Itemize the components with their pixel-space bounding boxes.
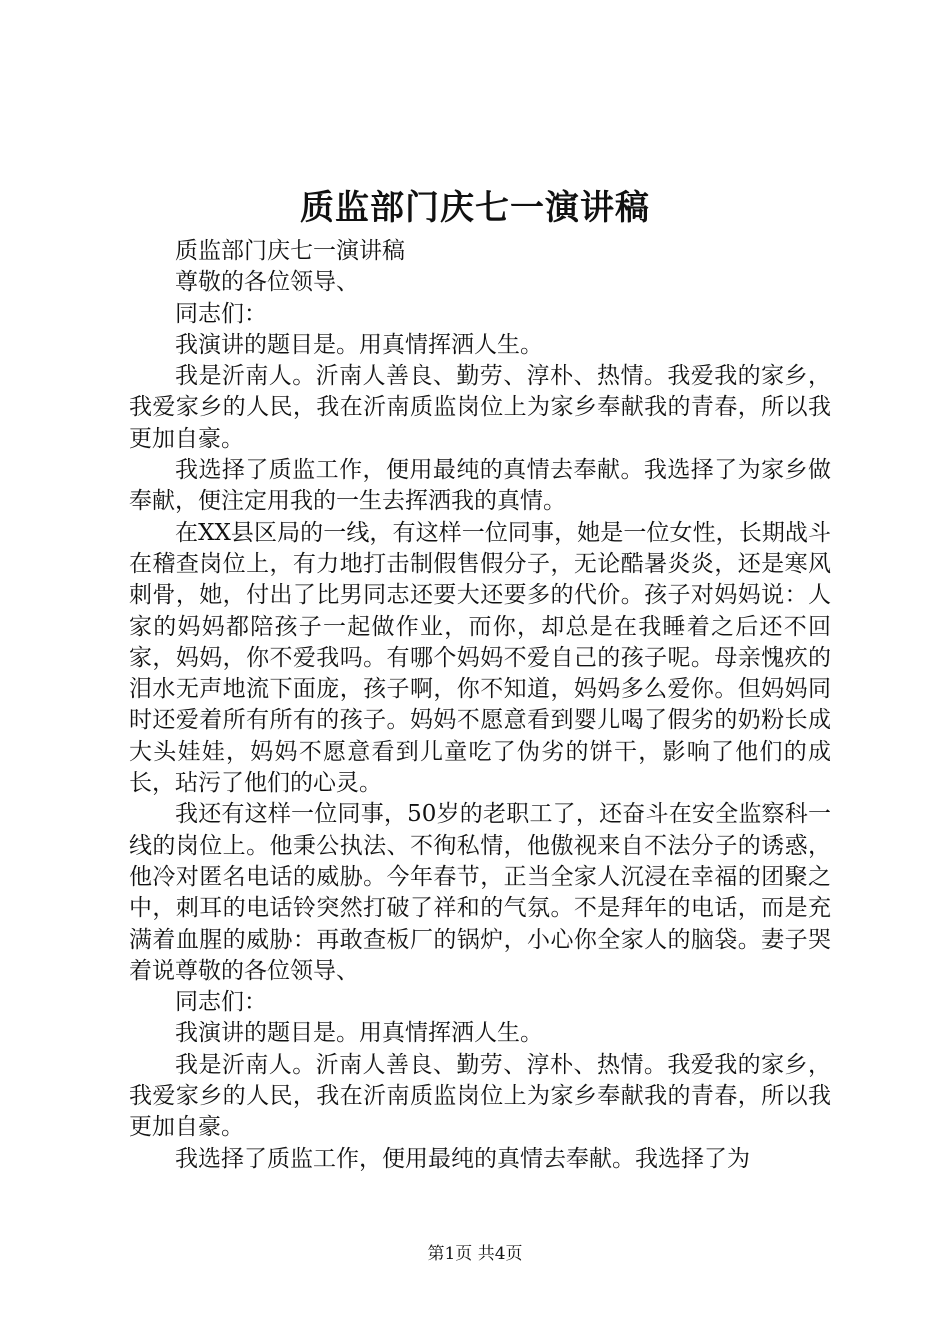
document-body	[129, 236, 831, 1175]
page-number-footer: 第1页 共4页	[427, 1244, 523, 1264]
paragraph: 同志们：	[175, 989, 267, 1016]
paragraph: 在XX县区局的一线，有这样一位同事，她是一位女性，长期战斗在稽查岗位上，有力地打击制假售假分子，无论酷暑炎炎，还是寒风刺骨，她，付出了比男同志还要大还要多的代价。孩子对妈妈说：人家的妈妈都陪孩子一起做作业，而你，却总是在我睡着之后还不回家，妈妈，你不爱我吗。有哪个妈妈不爱自己的孩子呢。母亲愧疚的泪水无声地流下面庞，孩子啊，你不知道，妈妈多么爱你。但妈妈同时还爱着所有所有的孩子。妈妈不愿意看到婴儿喝了假劣的奶粉长成大头娃娃，妈妈不愿意看到儿童吃了伪劣的饼干，影响了他们的成长，玷污了他们的心灵。	[129, 519, 831, 797]
paragraph: 我演讲的题目是。用真情挥洒人生。	[175, 1020, 543, 1047]
paragraph: 我选择了质监工作，便用最纯的真情去奉献。我选择了为家乡做奉献，便注定用我的一生去挥洒我的真情。	[129, 457, 831, 515]
paragraph: 尊敬的各位领导、	[175, 269, 359, 296]
paragraph: 我是沂南人。沂南人善良、勤劳、淳朴、热情。我爱我的家乡，我爱家乡的人民，我在沂南质监岗位上为家乡奉献我的青春，所以我更加自豪。	[129, 363, 831, 452]
paragraph: 我选择了质监工作，便用最纯的真情去奉献。我选择了为	[175, 1145, 750, 1172]
paragraph: 我是沂南人。沂南人善良、勤劳、淳朴、热情。我爱我的家乡，我爱家乡的人民，我在沂南质监岗位上为家乡奉献我的青春，所以我更加自豪。	[129, 1051, 831, 1141]
paragraph: 质监部门庆七一演讲稿	[175, 238, 405, 264]
paragraph: 我还有这样一位同事，50岁的老职工了，还奋斗在安全监察科一线的岗位上。他秉公执法、不徇私情，他傲视来自不法分子的诱惑，他冷对匿名电话的威胁。今年春节，正当全家人沉浸在幸福的团聚之中，刺耳的电话铃突然打破了祥和的气氛。不是拜年的电话，而是充满着血腥的威胁：再敢查板厂的锅炉，小心你全家人的脑袋。妻子哭着说尊敬的各位领导、	[129, 801, 831, 984]
paragraph: 同志们：	[175, 300, 267, 327]
document-title: 质监部门庆七一演讲稿	[300, 188, 650, 228]
paragraph: 我演讲的题目是。用真情挥洒人生。	[175, 331, 543, 358]
